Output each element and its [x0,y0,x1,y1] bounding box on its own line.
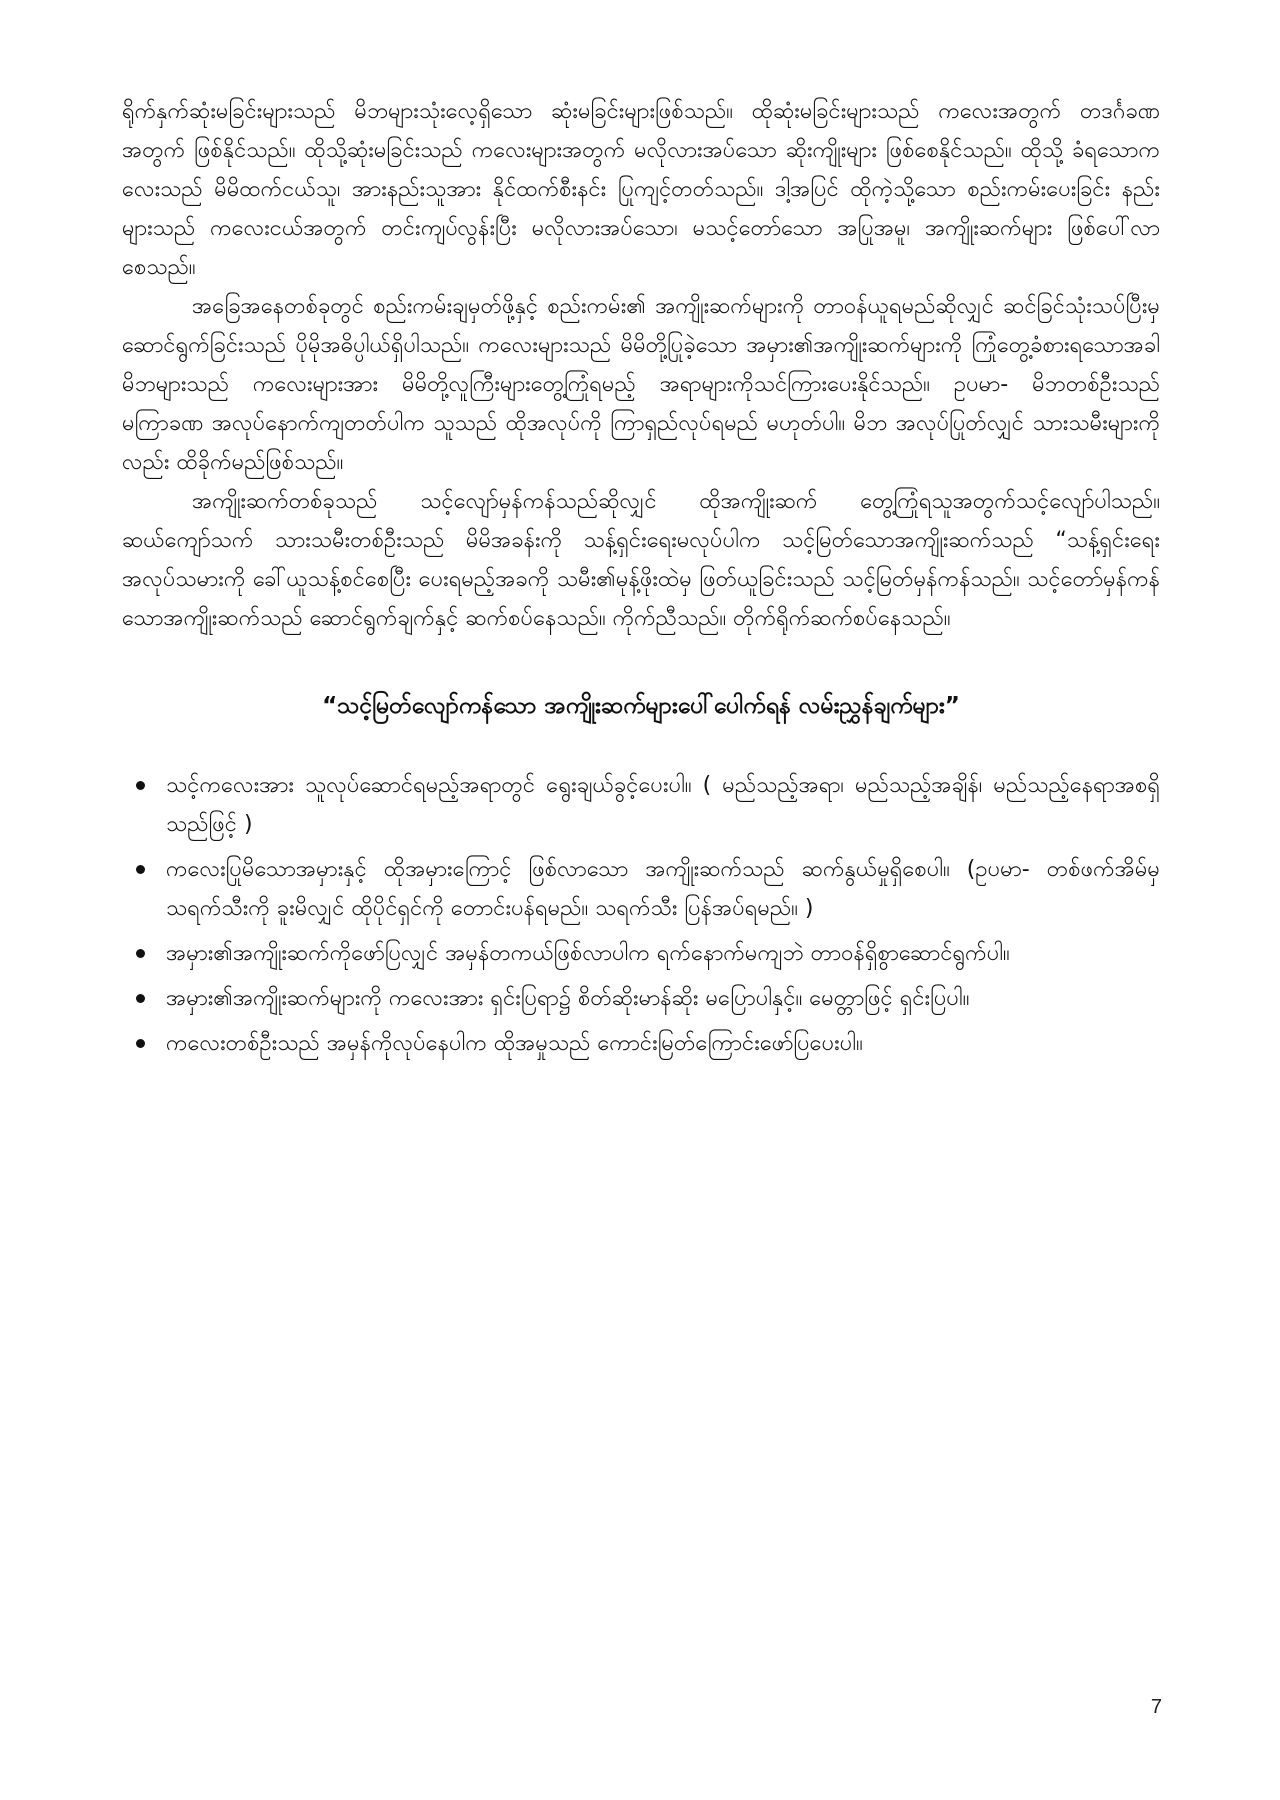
list-item-text: အမှား၏အကျိုးဆက်များကို ကလေးအား ရှင်းပြရာ၌ စိတ်ဆိုးမာန်ဆိုး မပြောပါနှင့်။ မေတ္တာဖြင့် ရှင်းပြပါ။ [166,986,970,1011]
list-item [166,1024,1160,1063]
section-title: “သင့်မြတ်လျော်ကန်သော အကျိုးဆက်များပေါ်ပေါက်ရန် လမ်းညွှန်ချက်များ” [322,693,960,719]
bullet-icon [136,781,145,790]
list-item [166,934,1160,973]
paragraph-3: အကျိုးဆက်တစ်ခုသည် သင့်လျော်မှန်ကန်သည်ဆိုလျှင် ထိုအကျိုးဆက် တွေ့ကြုံရသူအတွက်သင့်လျော်ပါသည်။ ဆယ်ကျော်သက် သားသမီးတစ်ဦးသည် မိမိအခန်းကို သန့်ရှင်းရေးမလုပ်ပါက သင့်မြတ်သောအကျိုးဆက်သည် “သန့်ရှင်းရေး အလုပ်သမားကို ခေါ်ယူသန့်စင်စေပြီး ပေးရမည့်အခကို သမီး၏မုန့်ဖိုးထဲမှ ဖြတ်ယူခြင်းသည် သင့်မြတ်မှန်ကန်သည်။ သင့်တော်မှန်ကန်သောအကျိုးဆက်သည် ဆောင်ရွက်ချက်နှင့် ဆက်စပ်နေသည်။ ကိုက်ညီသည်။ တိုက်ရိုက်ဆက်စပ်နေသည်။ [122,489,1160,631]
paragraph-1: ရိုက်နှက်ဆုံးမခြင်းများသည် မိဘများသုံးလေ့ရှိသော ဆုံးမခြင်းများဖြစ်သည်။ ထိုဆုံးမခြင်းများသည် ကလေးအတွက် တဒင်္ဂခဏအတွက် ဖြစ်နိုင်သည်။ ထိုသို့ဆုံးမခြင်းသည် ကလေးများအတွက် မလိုလားအပ်သော ဆိုးကျိုးများ ဖြစ်စေနိုင်သည်။ ထိုသို့ ခံရသောကလေးသည် မိမိထက်ငယ်သူ၊ အားနည်းသူအား နိုင်ထက်စီးနင်း ပြုကျင့်တတ်သည်။ ဒါ့အပြင် ထိုကဲ့သို့သော စည်းကမ်းပေးခြင်း နည်းများသည် ကလေးငယ်အတွက် တင်းကျပ်လွန်းပြီး မလိုလားအပ်သော၊ မသင့်တော်သော အပြုအမူ၊ အကျိုးဆက်များ ဖြစ်ပေါ်လာစေသည်။ [122,99,1160,280]
page-number: 7 [1150,1696,1162,1718]
list-item [166,850,1160,928]
bullet-icon [136,994,145,1003]
list-item-text: ကလေးပြုမိသောအမှားနှင့် ထိုအမှားကြောင့် ဖြစ်လာသော အကျိုးဆက်သည် ဆက်နွယ်မှုရှိစေပါ။ (ဥပမာ- တစ်ဖက်အိမ်မှ သရက်သီးကို ခူးမိလျှင် ထိုပိုင်ရှင်ကို တောင်းပန်ရမည်။ သရက်သီး ပြန်အပ်ရမည်။ ) [166,857,1160,921]
paragraph-2: အခြေအနေတစ်ခုတွင် စည်းကမ်းချမှတ်ဖို့နှင့် စည်းကမ်း၏ အကျိုးဆက်များကို တာဝန်ယူရမည်ဆိုလျှင် ဆင်ခြင်သုံးသပ်ပြီးမှ ဆောင်ရွက်ခြင်းသည် ပိုမိုအဓိပ္ပါယ်ရှိပါသည်။ ကလေးများသည် မိမိတို့ပြုခဲ့သော အမှား၏အကျိုးဆက်များကို ကြုံတွေ့ခံစားရသောအခါ မိဘများသည် ကလေးများအား မိမိတို့လူကြီးများတွေ့ကြုံရမည့် အရာများကိုသင်ကြားပေးနိုင်သည်။ ဥပမာ- မိဘတစ်ဦးသည် မကြာခဏ အလုပ်နောက်ကျတတ်ပါက သူသည် ထိုအလုပ်ကို ကြာရှည်လုပ်ရမည် မဟုတ်ပါ။ မိဘ အလုပ်ပြုတ်လျှင် သားသမီးများကိုလည်း ထိခိုက်မည်ဖြစ်သည်။ [122,294,1160,475]
list-item [166,979,1160,1018]
guideline-list [122,766,1160,1063]
bullet-icon [136,865,145,874]
list-item-text: အမှား၏အကျိုးဆက်ကိုဖော်ပြလျှင် အမှန်တကယ်ဖြစ်လာပါက ရက်နောက်မကျဘဲ တာဝန်ရှိစွာဆောင်ရွက်ပါ။ [166,941,1010,966]
bullet-icon [136,1039,145,1048]
list-item [166,766,1160,844]
list-item-text: ကလေးတစ်ဦးသည် အမှန်ကိုလုပ်နေပါက ထိုအမှုသည် ကောင်းမြတ်ကြောင်းဖော်ပြပေးပါ။ [166,1031,863,1056]
bullet-icon [136,949,145,958]
list-item-text: သင့်ကလေးအား သူလုပ်ဆောင်ရမည့်အရာတွင် ရွေးချယ်ခွင့်ပေးပါ။ ( မည်သည့်အရာ၊ မည်သည့်အချိန်၊ မည်သည့်နေရာအစရှိသည်ဖြင့် ) [166,773,1160,837]
